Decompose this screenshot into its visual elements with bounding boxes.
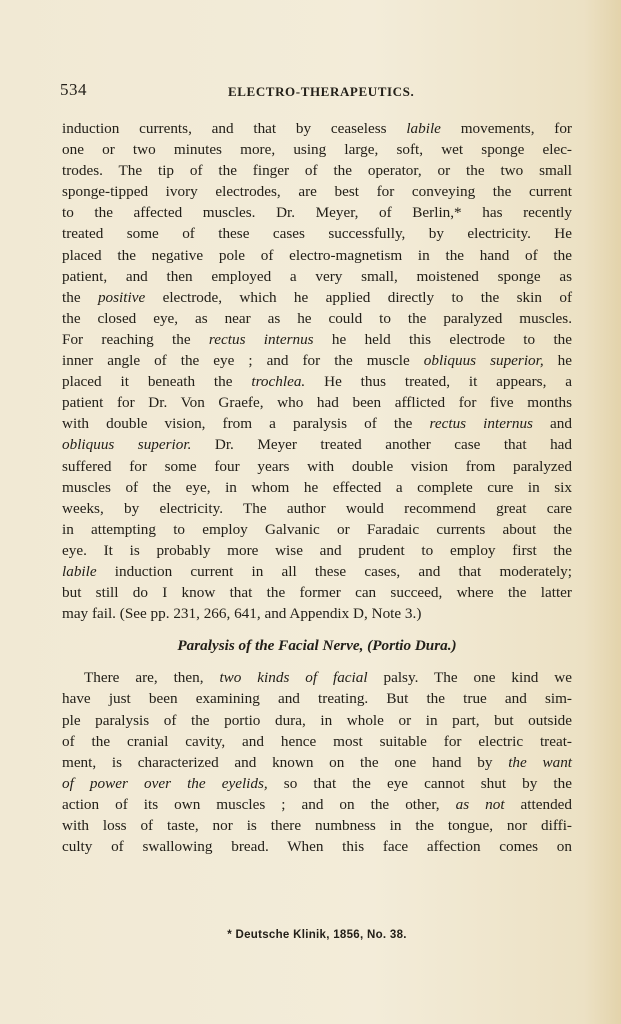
text-line: patient, and then employed a very small, moistened sponge as <box>62 267 572 285</box>
italic-span: labile <box>406 120 441 137</box>
text-line: eye. It is probably more wise and prudent to employ first the <box>62 541 572 559</box>
italic-span: two kinds of facial <box>219 669 368 687</box>
section-heading: Paralysis of the Facial Nerve, (Portio Dura.) <box>177 637 457 655</box>
text-line: but still do I know that the former can succeed, where the latter <box>62 584 572 602</box>
text-line: have just been examining and treating. But the true and sim- <box>62 690 572 708</box>
text-line: muscles of the eye, in whom he effected a complete cure in six <box>62 478 572 496</box>
text-line: to the affected muscles. Dr. Meyer, of Berlin,* has recently <box>62 204 572 222</box>
text-line: weeks, by electricity. The author would recommend great care <box>62 499 572 517</box>
text-line: the positive electrode, which he applied directly to the skin of <box>62 288 572 306</box>
text-line: induction currents, and that by ceaseless labile movements, for <box>62 120 572 137</box>
footnote: * Deutsche Klinik, 1856, No. 38. <box>227 929 407 941</box>
text-line: ment, is characterized and known on the one hand by the want <box>62 753 573 771</box>
text-line: of the cranial cavity, and hence most suitable for electric treat- <box>62 732 572 750</box>
text-line: of power over the eyelids, so that the eye cannot shut by the <box>62 774 572 792</box>
text-line: may fail. (See pp. 231, 266, 641, and Appendix D, Note 3.) <box>62 605 422 623</box>
italic-span: the want <box>508 753 573 771</box>
text-line: the closed eye, as near as he could to the paralyzed muscles. <box>62 309 572 327</box>
italic-span: rectus internus <box>208 330 314 348</box>
text-line: with loss of taste, nor is there numbness in the tongue, nor diffi- <box>62 817 572 834</box>
text-line: treated some of these cases successfully, by electricity. He <box>62 225 572 243</box>
text-line: ple paralysis of the portio dura, in whole or in part, but outside <box>62 711 572 729</box>
text-line: sponge-tipped ivory electrodes, are best for conveying the current <box>62 183 572 201</box>
italic-span: obliquus superior, <box>423 352 544 370</box>
italic-span: positive <box>97 288 146 306</box>
text-line: obliquus superior. Dr. Meyer treated another case that had <box>62 436 573 454</box>
text-line: inner angle of the eye ; and for the muscle obliquus superior, he <box>62 352 573 370</box>
text-line: labile induction current in all these cases, and that moderately; <box>62 562 572 580</box>
page-header <box>60 80 580 102</box>
page-number: 534 <box>60 80 87 99</box>
text-line: patient for Dr. Von Graefe, who had been afflicted for five months <box>62 394 572 412</box>
text-line: in attempting to employ Galvanic or Faradaic currents about the <box>62 520 572 538</box>
text-line: suffered for some four years with double vision from paralyzed <box>62 457 572 475</box>
text-line: placed the negative pole of electro-magnetism in the hand of the <box>62 246 572 264</box>
text-line: action of its own muscles ; and on the other, as not attended <box>62 795 573 813</box>
italic-span: obliquus superior. <box>62 436 192 454</box>
text-line: placed it beneath the trochlea. He thus treated, it appears, a <box>62 373 572 391</box>
text-line: There are, then, two kinds of facial palsy. The one kind we <box>84 669 573 687</box>
paragraph-1 <box>62 118 572 624</box>
paragraph-2 <box>62 667 572 857</box>
italic-span: rectus internus <box>429 415 533 433</box>
body-text <box>62 118 572 857</box>
running-head: ELECTRO-THERAPEUTICS. <box>228 84 415 99</box>
italic-span: labile <box>62 562 97 580</box>
italic-span: as not <box>455 795 505 813</box>
text-line: trodes. The tip of the finger of the operator, or the two small <box>62 162 572 180</box>
text-line: one or two minutes more, using large, soft, wet sponge elec- <box>62 141 572 159</box>
italic-span: trochlea. <box>251 373 306 391</box>
italic-span: of power over the eyelids, <box>62 774 268 792</box>
text-line: For reaching the rectus internus he held this electrode to the <box>62 330 572 348</box>
text-line: culty of swallowing bread. When this face affection comes on <box>62 838 572 856</box>
text-line: with double vision, from a paralysis of the rectus internus and <box>62 415 572 433</box>
